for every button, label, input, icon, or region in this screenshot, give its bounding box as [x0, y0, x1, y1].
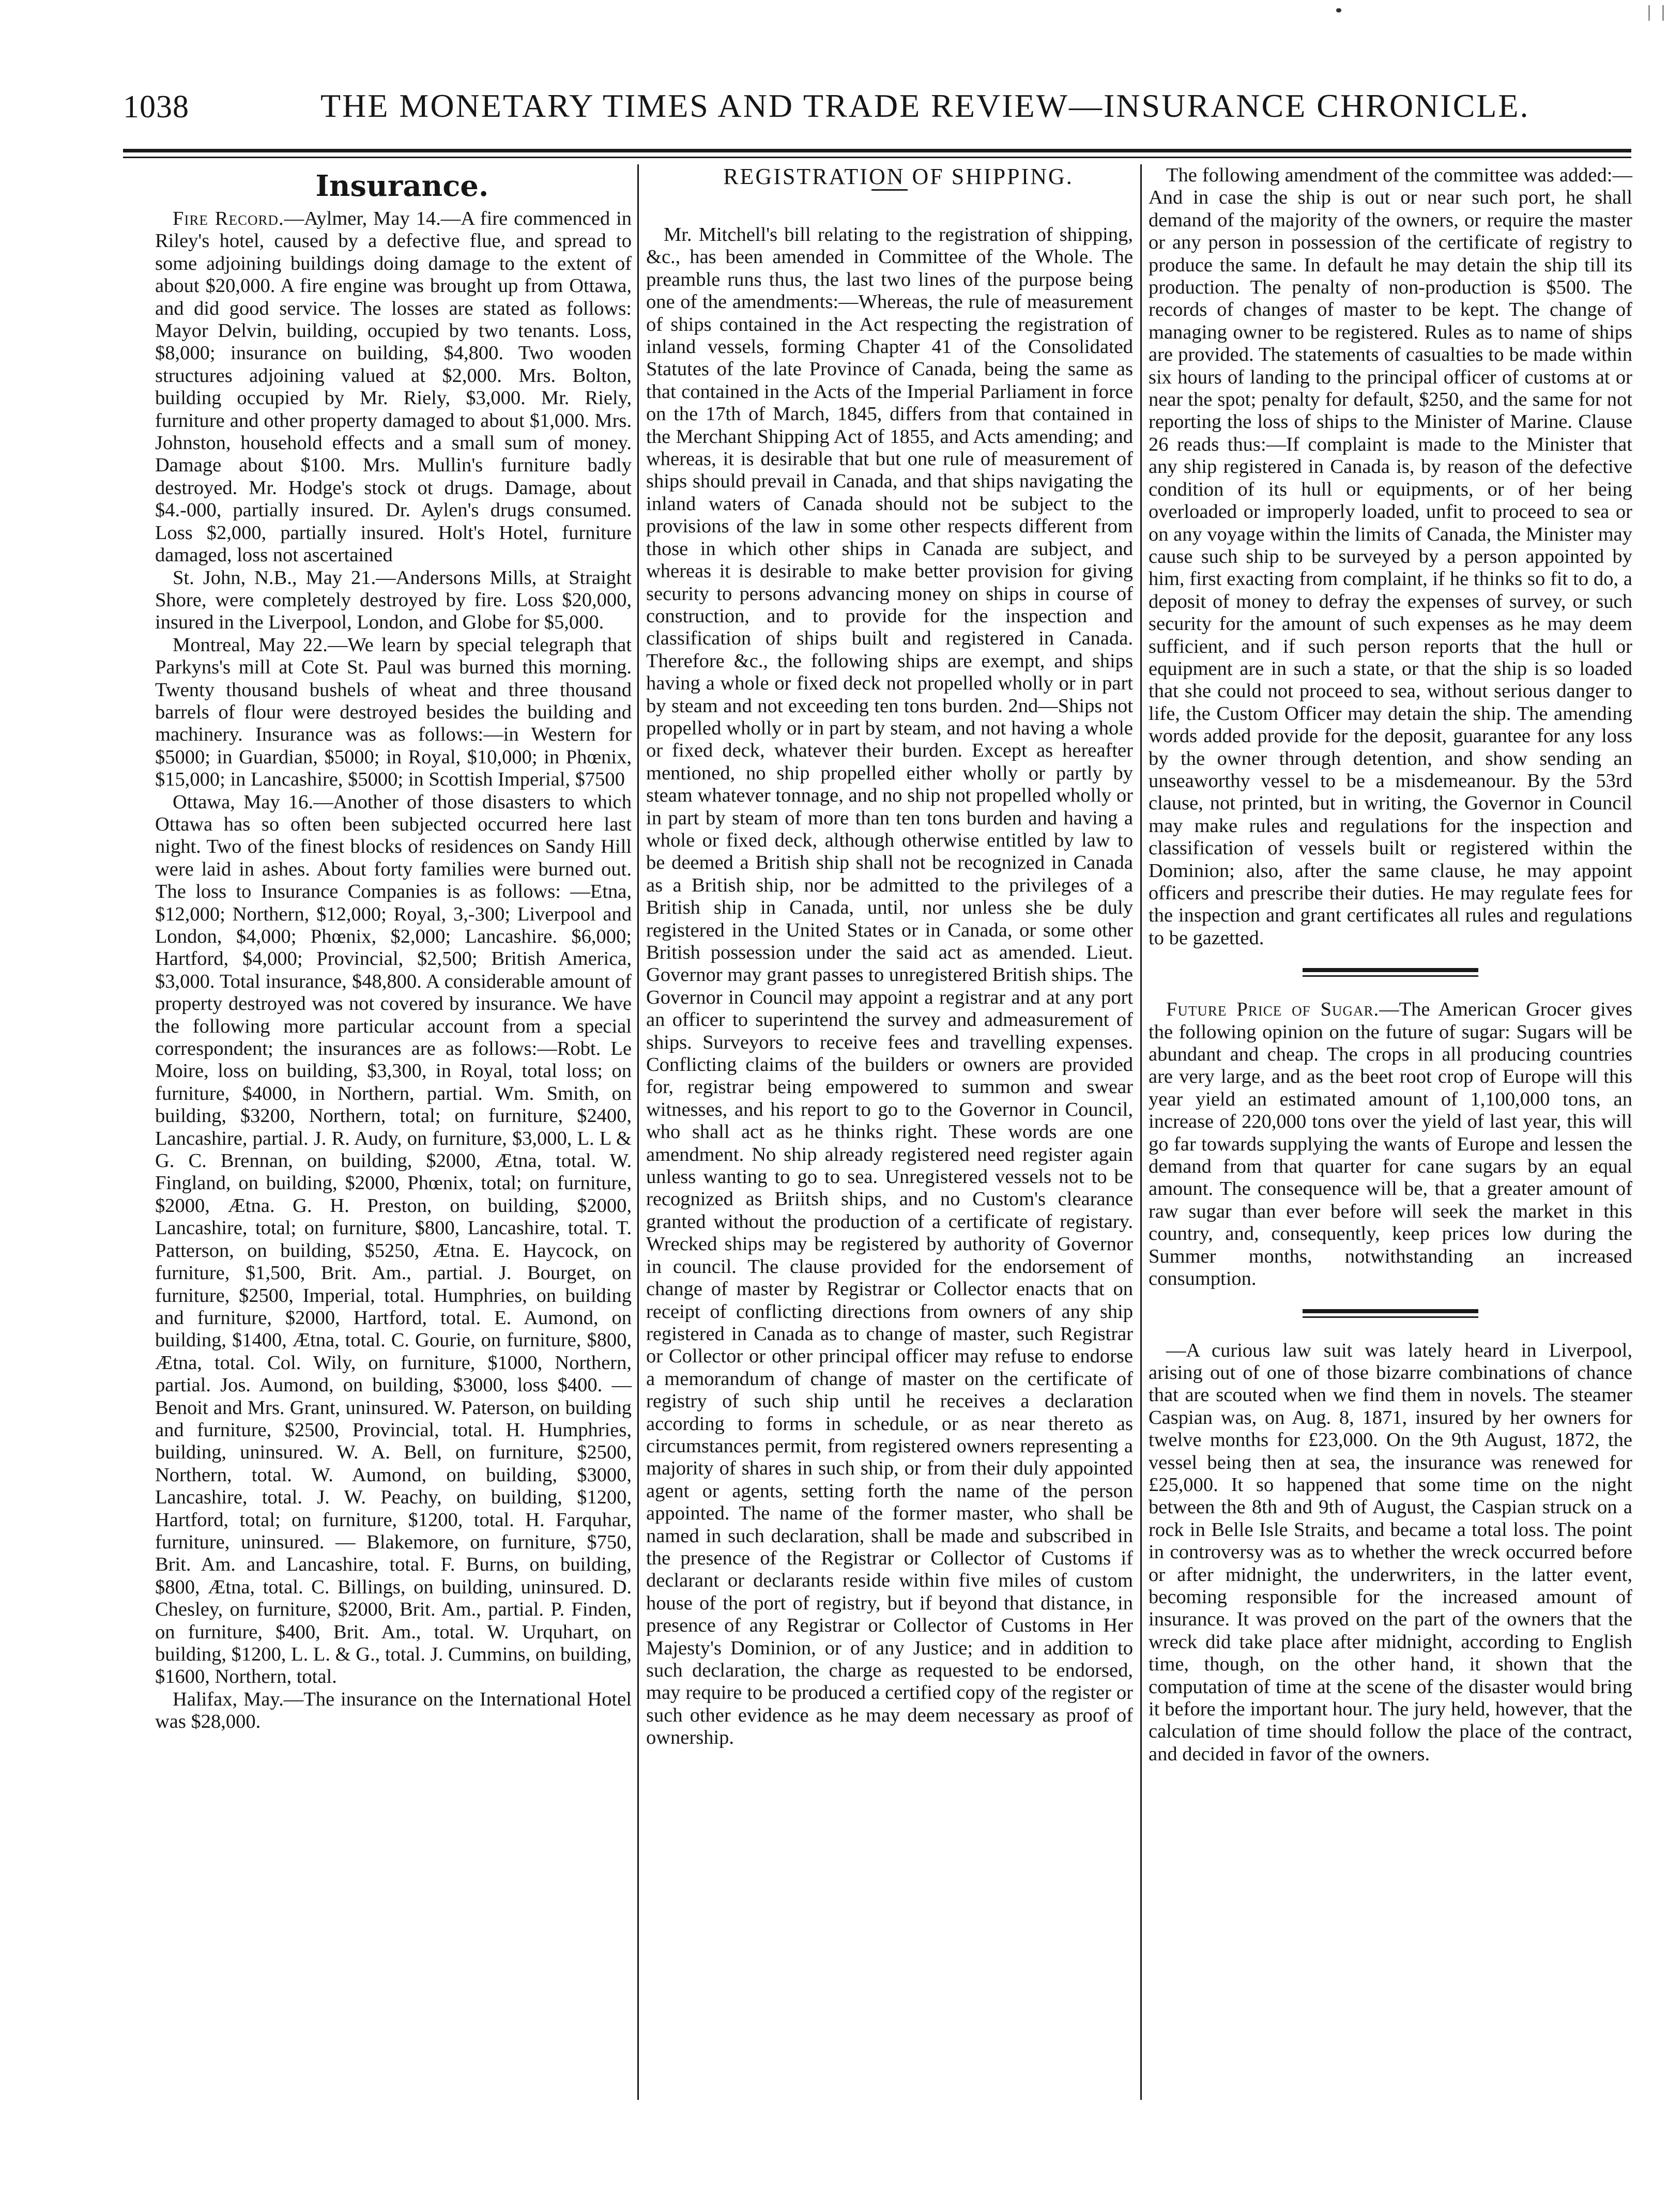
title-dash	[871, 189, 908, 191]
header-rule-thin	[123, 157, 1631, 158]
masthead-title: THE MONETARY TIMES AND TRADE REVIEW—INSURANCE CHRONICLE.	[320, 87, 1530, 124]
article-ottawa: Ottawa, May 16.—Another of those disasters to which Ottawa has so often been subjected occurred here last night. Two of the finest blocks of residences on Sandy Hill were laid in ashes. About forty families were burned out. The loss to Insurance Companies is as follows: —Etna, $12,000; Northern, $12,000; Royal, 3,-300; Liverpool and London, $4,000; Phœnix, $2,000; Lancashire. $6,000; Hartford, $4,000; Provincial, $2,500; British America, $3,000. Total insurance, $48,800. A considerable amount of property destroyed was not covered by insurance. We have the following more particular account from a special correspondent; the insurances are as follows:—Robt. Le Moire, loss on building, $3,300, in Royal, total loss; on furniture, $4000, in Northern, partial. Wm. Smith, on building, $3200, Northern, total; on furniture, $2400, Lancashire, partial. J. R. Audy, on furniture, $3,000, L. L & G. C. Brennan, on building, $2000, Ætna, total. W. Fingland, on building, $2000, Phœnix, total; on furniture, $2000, Ætna. G. H. Preston, on building, $2000, Lancashire, total; on furniture, $800, Lancashire, total. T. Patterson, on building, $5250, Ætna. E. Haycock, on furniture, $1,500, Brit. Am., partial. J. Bourget, on furniture, $2500, Imperial, total. Humphries, on building and furniture, $2000, Hartford, total. E. Aumond, on building, $1400, Ætna, total. C. Gourie, on furniture, $800, Ætna, total. Col. Wily, on furniture, $1000, Northern, partial. Jos. Aumond, on building, $3000, loss $400. — Benoit and Mrs. Grant, uninsured. W. Paterson, on building and furniture, $2500, Provincial, total. H. Humphries, building, uninsured. W. A. Bell, on furniture, $2500, Northern, total. W. Aumond, on building, $3000, Lancashire, total. J. W. Peachy, on building, $1200, Hartford, total; on furniture, $1200, total. H. Farquhar, furniture, uninsured. — Blakemore, on furniture, $750, Brit. Am. and Lancashire, total. F. Burns, on building, $800, Ætna, total. C. Billings, on building, uninsured. D. Chesley, on furniture, $2000, Brit. Am., partial. P. Finden, on furniture, $400, Brit. Am., total. W. Urquhart, on building, $1200, L. L. & G., total. J. Cummins, on building, $1600, Northern, total.	[155, 791, 632, 1688]
article-amendment: The following amendment of the committee was added:—And in case the ship is out or near such port, he shall demand of the majority of the owners, or require the master or any person in possession of the certificate of registry to produce the same. In default he may detain the ship till its production. The penalty of non-production is $500. The records of changes of master to be kept. The change of managing owner to be registered. Rules as to name of ships are provided. The statements of casualties to be made within six hours of landing to the principal officer of customs at or near the spot; penalty for default, $250, and the same for not reporting the loss of ships to the Minister of Marine. Clause 26 reads thus:—If complaint is made to the Minister that any ship registered in Canada is, by reason of the defective condition of its hull or equipments, or of her being overloaded or improperly loaded, unfit to proceed to sea or on any voyage within the limits of Canada, the Minister may cause such ship to be surveyed by a person appointed by him, first exacting from complaint, if he thinks so fit to do, a deposit of money to defray the expenses of survey, or such security for the amount of such expenses as he may deem sufficient, and if such person reports that the hull or equipment are in such a state, or that the ship is so loaded that she could not proceed to sea, without serious danger to life, the Custom Officer may detain the ship. The amending words added provide for the deposit, guarantee for any loss by the owner through detention, and show sending an unseaworthy vessel to be a misdemeanour. By the 53rd clause, not printed, but in writing, the Governor in Council may make rules and regulations for the inspection and classification of vessels built or registered within the Dominion; also, after the same clause, he may appoint officers and prescribe their duties. He may regulate fees for the inspection and grant certificates all rules and regulations to be gazetted.	[1149, 164, 1632, 949]
column-divider-1	[637, 164, 639, 2100]
article-lead: Future Price of Sugar.	[1166, 999, 1380, 1021]
page-edge-mark	[1648, 5, 1664, 21]
column-miscellany	[1149, 164, 1632, 1765]
article-halifax: Halifax, May.—The insurance on the International Hotel was $28,000.	[155, 1688, 632, 1733]
section-title-registration: REGISTRATION OF SHIPPING.	[723, 164, 1074, 189]
column-registration	[646, 164, 1133, 1749]
article-montreal: Montreal, May 22.—We learn by special telegraph that Parkyns's mill at Cote St. Paul was burned this morning. Twenty thousand bushels of wheat and three thousand barrels of flour were destroyed besides the building and machinery. Insurance was as follows:—in Western for $5000; in Guardian, $5000; in Royal, $10,000; in Phœnix, $15,000; in Lancashire, $5000; in Scottish Imperial, $7500	[155, 634, 632, 791]
article-registration-body: Mr. Mitchell's bill relating to the registration of shipping, &c., has been amended in Committee of the Whole. The preamble runs thus, the last two lines of the purpose being one of the amendments:—Whereas, the rule of measurement of ships contained in the Act respecting the registration of inland vessels, forming Chapter 41 of the Consolidated Statutes of the late Province of Canada, being the same as that contained in the Acts of the Imperial Parliament in force on the 17th of March, 1845, differs from that contained in the Merchant Shipping Act of 1855, and Acts amending; and whereas, it is desirable that but one rule of measurement of ships should prevail in Canada, and that ships navigating the inland waters of Canada should not be subject to the provisions of the law in some other respects different from those in which other ships in Canada are subject, and whereas it is desirable to make better provision for giving security to persons advancing money on ships in course of construction, and to provide for the inspection and classification of ships built and registered in Canada. Therefore &c., the following ships are exempt, and ships having a whole or fixed deck not propelled wholly or in part by steam and not exceeding ten tons burden. 2nd—Ships not propelled wholly or in part by steam, and not having a whole or fixed deck, whatever their burden. Except as hereafter mentioned, no ship propelled either wholly or partly by steam whatever tonnage, and no ship not propelled wholly or in part by steam of more than ten tons burden and having a whole or fixed deck, although otherwise entitled by law to be deemed a British ship shall not be recognized in Canada as a British ship, nor be admitted to the privileges of a British ship in Canada, until, nor unless she be duly registered in the United States or in Canada, or some other British possession under the said act as amended. Lieut. Governor may grant passes to unregistered British ships. The Governor in Council may appoint a registrar and at any port an officer to superintend the survey and admeasurement of ships. Surveyors to receive fees and travelling expenses. Conflicting claims of the builders or owners are provided for, registrar being empowered to summon and swear witnesses, and his report to go to the Governor in Council, who shall act as he thinks right. These words are one amendment. No ship already registered need register again unless wanting to go to sea. Unregistered vessels not to be recognized as Briitsh ships, and no Custom's clearance granted without the production of a certificate of registary. Wrecked ships may be registered by authority of Governor in council. The clause provided for the endorsement of change of master by Registrar or Collector enacts that on receipt of conflicting directions from owners of any ship registered in Canada as to change of master, such Registrar or Collector or other principal officer may refuse to endorse a memorandum of change of master on the certificate of registry of such ship until he receives a declaration according to forms in schedule, or as near thereto as circumstances permit, from registered owners representing a majority of shares in such ship, or from their duly appointed agent or agents, setting forth the name of the person appointed. The name of the former master, who shall be named in such declaration, shall be made and subscribed in the presence of the Registrar or Collector of Customs if declarant or declarants reside within five miles of custom house of the port of registry, but if beyond that distance, in presence of any Registrar or Collector of Customs in Her Majesty's Dominion, or of any Justice; and in addition to such declaration, the charge as requested to be endorsed, may require to be produced a certified copy of the register or such other evidence as he may deem necessary as proof of ownership.	[646, 224, 1133, 1749]
section-title-insurance: Insurance.	[315, 169, 489, 203]
column-insurance	[155, 164, 632, 1733]
column-divider-2	[1140, 164, 1142, 2100]
header-rule-thick	[123, 149, 1631, 152]
article-sugar	[1149, 999, 1632, 1290]
print-speck	[1336, 8, 1341, 12]
article-body: —The American Grocer gives the following opinion on the future of sugar: Sugars will be abundant and cheap. The crops in all producing countries are very large, and as the beet root crop of Europe will this year yield an estimated amount of 1,100,000 tons, an increase of 220,000 tons over the yield of last year, this will go far towards supplying the wants of Europe and lessen the demand from that quarter for cane sugars by an equal amount. The consequence will be, that a greater amount of raw sugar than ever before will seek the market in this country, and, consequently, keep prices low during the Summer months, notwithstanding an increased consumption.	[1149, 999, 1632, 1290]
article-body: —Aylmer, May 14.—A fire commenced in Riley's hotel, caused by a defective flue, and spread to some adjoining buildings doing damage to the extent of about $20,000. A fire engine was brought up from Ottawa, and did good service. The losses are stated as follows: Mayor Delvin, building, occupied by two tenants. Loss, $8,000; insurance on building, $4,800. Two wooden structures adjoining valued at $2,000. Mrs. Bolton, building occupied by Mr. Riely, $3,000. Mr. Riely, furniture and other property damaged to about $1,000. Mrs. Johnston, household effects and a small sum of money. Damage about $100. Mrs. Mullin's furniture badly destroyed. Mr. Hodge's stock ot drugs. Damage, about $4.-000, partially insured. Dr. Aylen's drugs consumed. Loss $2,000, partially insured. Holt's Hotel, furniture damaged, loss not ascertained	[155, 208, 632, 566]
article-st-john: St. John, N.B., May 21.—Andersons Mills, at Straight Shore, were completely destroyed by fire. Loss $20,000, insured in the Liverpool, London, and Globe for $5,000.	[155, 566, 632, 634]
article-fire-record	[155, 208, 632, 567]
section-separator-2	[1303, 1309, 1478, 1318]
article-lead: Fire Record.	[173, 208, 284, 229]
page-number: 1038	[123, 89, 189, 125]
section-separator-1	[1303, 968, 1478, 977]
article-caspian: —A curious law suit was lately heard in Liverpool, arising out of one of those bizarre combinations of chance that are scouted when we find them in novels. The steamer Caspian was, on Aug. 8, 1871, insured by her owners for twelve months for £23,000. On the 9th August, 1872, the vessel being then at sea, the insurance was renewed for £25,000. It so happened that some time on the night between the 8th and 9th of August, the Caspian struck on a rock in Belle Isle Straits, and became a total loss. The point in controversy was as to whether the wreck occurred before or after midnight, the underwriters, in the latter event, becoming responsible for the increased amount of insurance. It was proved on the part of the owners that the wreck did take place after midnight, according to English time, though, on the other hand, it shown that the computation of time at the scene of the disaster would bring it before the important hour. The jury held, however, that the calculation of time should follow the place of the contract, and decided in favor of the owners.	[1149, 1339, 1632, 1765]
